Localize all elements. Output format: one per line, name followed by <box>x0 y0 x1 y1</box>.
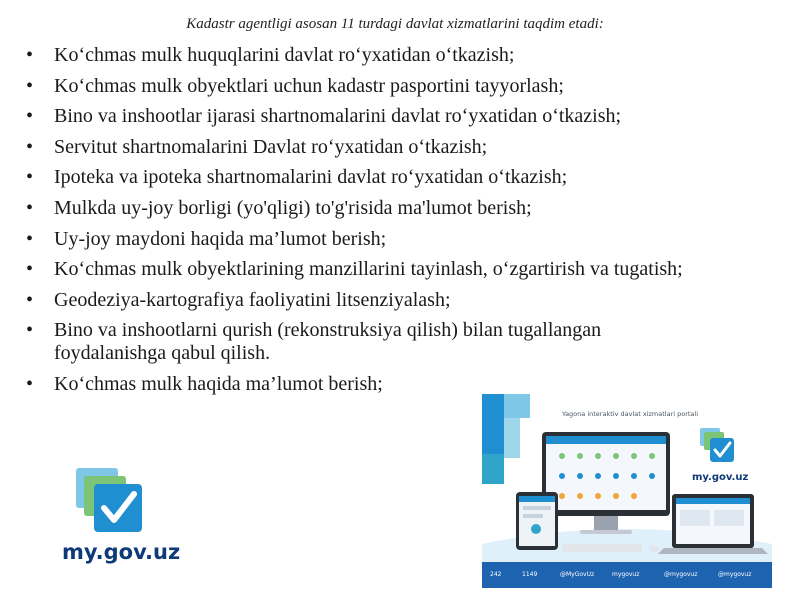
list-item <box>26 44 716 67</box>
promo-logo-text: my.gov.uz <box>692 472 749 483</box>
social-handle: @mygovuz <box>664 571 698 578</box>
list-item <box>26 136 716 159</box>
bullet: • <box>26 105 34 128</box>
promo-contact-bar <box>482 562 772 588</box>
list-item <box>26 228 716 251</box>
social-handle: @MyGovUz <box>560 571 595 578</box>
list-item <box>26 289 716 312</box>
mygov-logo-text: my.gov.uz <box>62 540 181 564</box>
mygov-logo <box>62 466 182 576</box>
bullet: • <box>26 258 34 281</box>
mygov-logo-mark-icon <box>72 466 152 536</box>
list-item-text: Bino va inshootlarni qurish (rekonstruksiya qilish) bilan tugallangan foydalanishga qabul qilish. <box>54 319 602 365</box>
bullet: • <box>26 74 34 97</box>
list-item <box>26 166 716 189</box>
promo-image <box>482 394 772 588</box>
list-item-text: Servitut shartnomalarini Davlat roʻyxatidan oʻtkazish; <box>54 135 488 158</box>
list-item-text: Koʻchmas mulk haqida ma’lumot berish; <box>54 372 383 395</box>
social-handle: mygovuz <box>612 571 640 578</box>
list-item-text: Bino va inshootlar ijarasi shartnomalarini davlat roʻyxatidan oʻtkazish; <box>54 105 622 128</box>
bullet: • <box>26 227 34 250</box>
list-item <box>26 373 716 396</box>
list-item-text: Uy-joy maydoni haqida ma’lumot berish; <box>54 227 387 250</box>
bullet: • <box>26 319 34 342</box>
list-item-text: Koʻchmas mulk obyektlari uchun kadastr pasportini tayyorlash; <box>54 74 564 97</box>
bullet: • <box>26 135 34 158</box>
list-item-text: Mulkda uy-joy borligi (yo'qligi) to'g'risida ma'lumot berish; <box>54 196 532 219</box>
bullet: • <box>26 288 34 311</box>
bullet: • <box>26 372 34 395</box>
bullet: • <box>26 166 34 189</box>
decorative-corner-shape <box>482 394 772 588</box>
bullet: • <box>26 196 34 219</box>
list-item <box>26 197 716 220</box>
list-item-text: Geodeziya-kartografiya faoliyatini litsenziyalash; <box>54 288 451 311</box>
phone-number: 1149 <box>522 571 538 578</box>
list-item <box>26 319 716 365</box>
social-handle: @mygovuz <box>718 571 752 578</box>
list-item-text: Ipoteka va ipoteka shartnomalarini davlat roʻyxatidan oʻtkazish; <box>54 166 568 189</box>
list-item-text: Koʻchmas mulk obyektlarining manzillarini tayinlash, oʻzgartirish va tugatish; <box>54 258 683 281</box>
service-list <box>26 44 716 404</box>
phone-number: 242 <box>490 571 502 578</box>
list-item <box>26 75 716 98</box>
bullet: • <box>26 44 34 66</box>
list-item <box>26 105 716 128</box>
promo-caption: Yagona interaktiv davlat xizmatlari portali <box>562 410 699 418</box>
slide-title: Kadastr agentligi asosan 11 turdagi davlat xizmatlarini taqdim etadi: <box>186 16 604 32</box>
list-item <box>26 258 716 281</box>
list-item-text: Koʻchmas mulk huquqlarini davlat roʻyxatidan oʻtkazish; <box>54 44 515 66</box>
